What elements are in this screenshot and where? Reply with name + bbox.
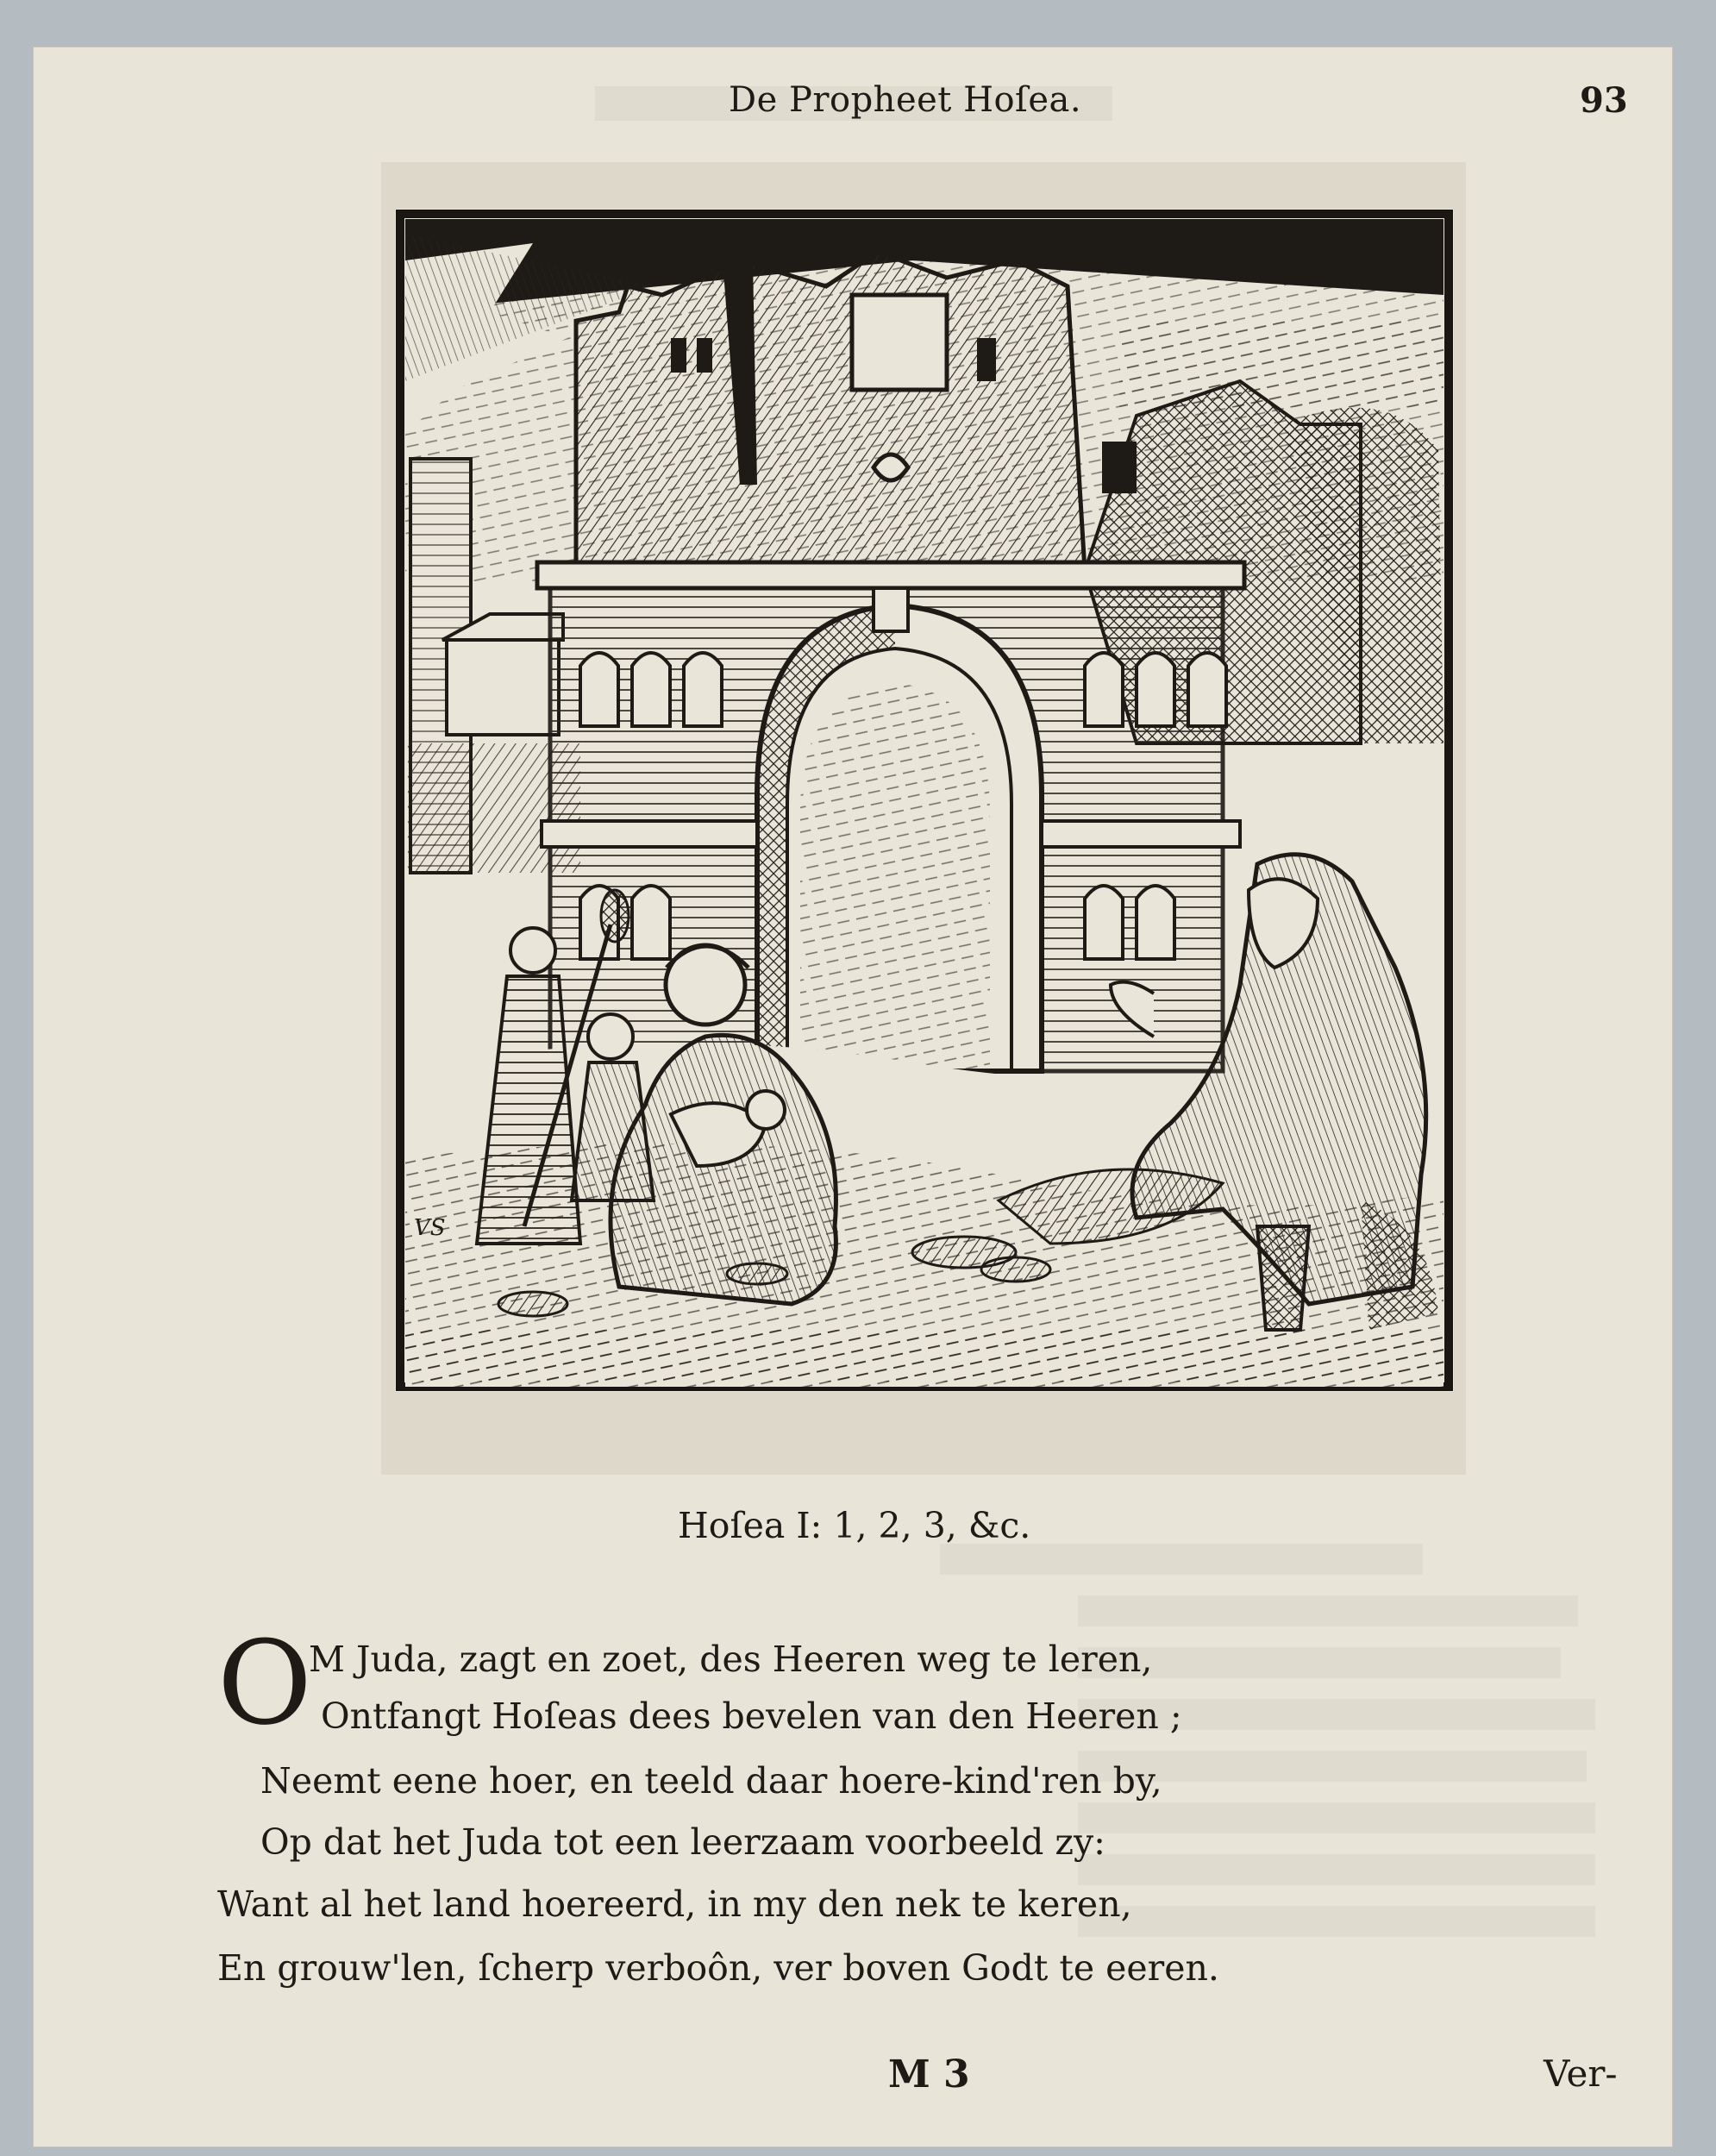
verse-line-1: M Juda, zagt en zoet, des Heeren weg te leren, bbox=[309, 1639, 1153, 1680]
verse-line-2: Ontfangt Hoſeas dees bevelen van den Heeren ; bbox=[321, 1695, 1182, 1737]
running-head: De Propheet Hoſea. bbox=[729, 80, 1082, 120]
scripture-reference: Hoſea I: 1, 2, 3, &c. bbox=[678, 1505, 1031, 1546]
ruined-wall bbox=[576, 252, 1137, 571]
catchword: Ver- bbox=[1544, 2053, 1618, 2095]
verse-line-3: Neemt eene hoer, en teeld daar hoere-kind'ren by, bbox=[260, 1760, 1162, 1802]
drop-cap: O bbox=[217, 1616, 312, 1751]
verse-line-6: En grouw'len, ſcherp verboôn, ver boven Godt te eeren. bbox=[217, 1947, 1219, 1989]
artist-monogram: VS bbox=[414, 1215, 446, 1241]
verse-line-5: Want al het land hoereerd, in my den nek te keren, bbox=[217, 1883, 1132, 1925]
verse-line-4: Op dat het Juda tot een leerzaam voorbeeld zy: bbox=[260, 1821, 1105, 1863]
signature-mark: M 3 bbox=[888, 2053, 970, 2096]
page-number: 93 bbox=[1580, 80, 1628, 121]
woodcut-illustration bbox=[395, 209, 1454, 1392]
